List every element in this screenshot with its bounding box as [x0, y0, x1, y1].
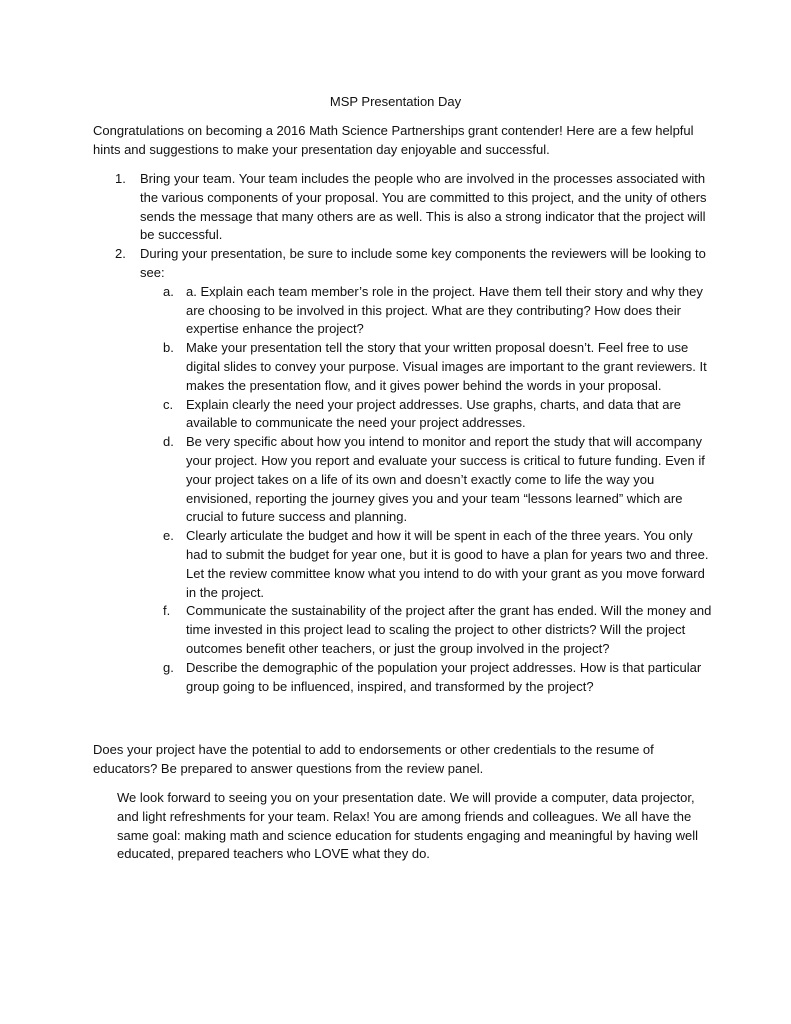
sub-list-item [93, 339, 713, 395]
sub-list-item-text: Be very specific about how you intend to monitor and report the study that will accompany your project. How you report and evaluate your success is critical to future funding. Even if your project takes on a life of its own and doesn’t exactly come to life the way you envisioned, reporting the journey gives you and your team “lessons learned” which are crucial to future success and planning. [186, 434, 705, 525]
sub-list-item-text: Describe the demographic of the population your project addresses. How is that particular group going to be influenced, inspired, and transformed by the project? [186, 659, 702, 694]
list-item [93, 245, 713, 283]
sub-list-item-text: Explain clearly the need your project addresses. Use graphs, charts, and data that are available to communicate the need your project addresses. [186, 396, 682, 431]
sub-list-marker: c. [163, 396, 174, 412]
list-item-text: Bring your team. Your team includes the people who are involved in the processes associated with the various components of your proposal. You are committed to this project, and the unity of others sends the message that many others are as well. This is also a strong indicator that the project will be successful. [140, 171, 707, 243]
sub-list-item [93, 527, 713, 602]
sub-list-item-text: Clearly articulate the budget and how it will be spent in each of the three years. You only had to submit the budget for year one, but it is good to have a plan for years two and three. Let the review committee know what you intend to do with your grant as you move forward in the project. [186, 528, 709, 600]
numbered-list [93, 170, 713, 696]
sub-list-item [93, 283, 713, 339]
sub-list-marker: b. [163, 340, 174, 356]
sub-list-marker: e. [163, 528, 174, 544]
list-marker: 1. [115, 171, 126, 186]
sub-list-item-text: a. Explain each team member’s role in the project. Have them tell their story and why they are choosing to be involved in this project. What are they contributing? How does their expertise enhance the project? [186, 283, 703, 337]
sub-list-item [93, 659, 713, 697]
document-title: MSP Presentation Day [329, 94, 462, 109]
sub-list-marker: f. [163, 603, 171, 619]
closing-paragraph: We look forward to seeing you on your presentation date. We will provide a computer, data projector, and light refreshments for your team. Relax! You are among friends and colleagues. We all have the same goal: making math and science education for students engaging and meaningful by having well educated, prepared teachers who LOVE what they do. [117, 790, 699, 862]
list-item [93, 170, 713, 245]
intro-paragraph: Congratulations on becoming a 2016 Math Science Partnerships grant contender! Here are a few helpful hints and suggestions to make your presentation day enjoyable and successful. [93, 123, 694, 157]
list-marker: 2. [115, 246, 126, 262]
sub-list-item [93, 433, 713, 527]
list-item-text: During your presentation, be sure to include some key components the reviewers will be looking to see: [140, 246, 706, 280]
sub-list-item-text: Make your presentation tell the story that your written proposal doesn’t. Feel free to use digital slides to convey your purpose. Visual images are important to the grant reviewers. It makes the presentation flow, and it gives power behind the words in your proposal. [186, 340, 707, 393]
sub-list [93, 283, 713, 697]
sub-list-marker: d. [163, 434, 174, 450]
closing-question-paragraph: Does your project have the potential to add to endorsements or other credentials to the resume of educators? Be prepared to answer questions from the review panel. [93, 742, 654, 776]
sub-list-item [93, 396, 713, 434]
sub-list-item-text: Communicate the sustainability of the project after the grant has ended. Will the money and time invested in this project lead to scaling the project to other districts? Will the project outcomes benefit other teachers, or just the group involved in the project? [186, 603, 712, 656]
sub-list-marker: g. [163, 659, 174, 675]
sub-list-marker: a. [163, 283, 174, 299]
sub-list-item [93, 602, 713, 658]
